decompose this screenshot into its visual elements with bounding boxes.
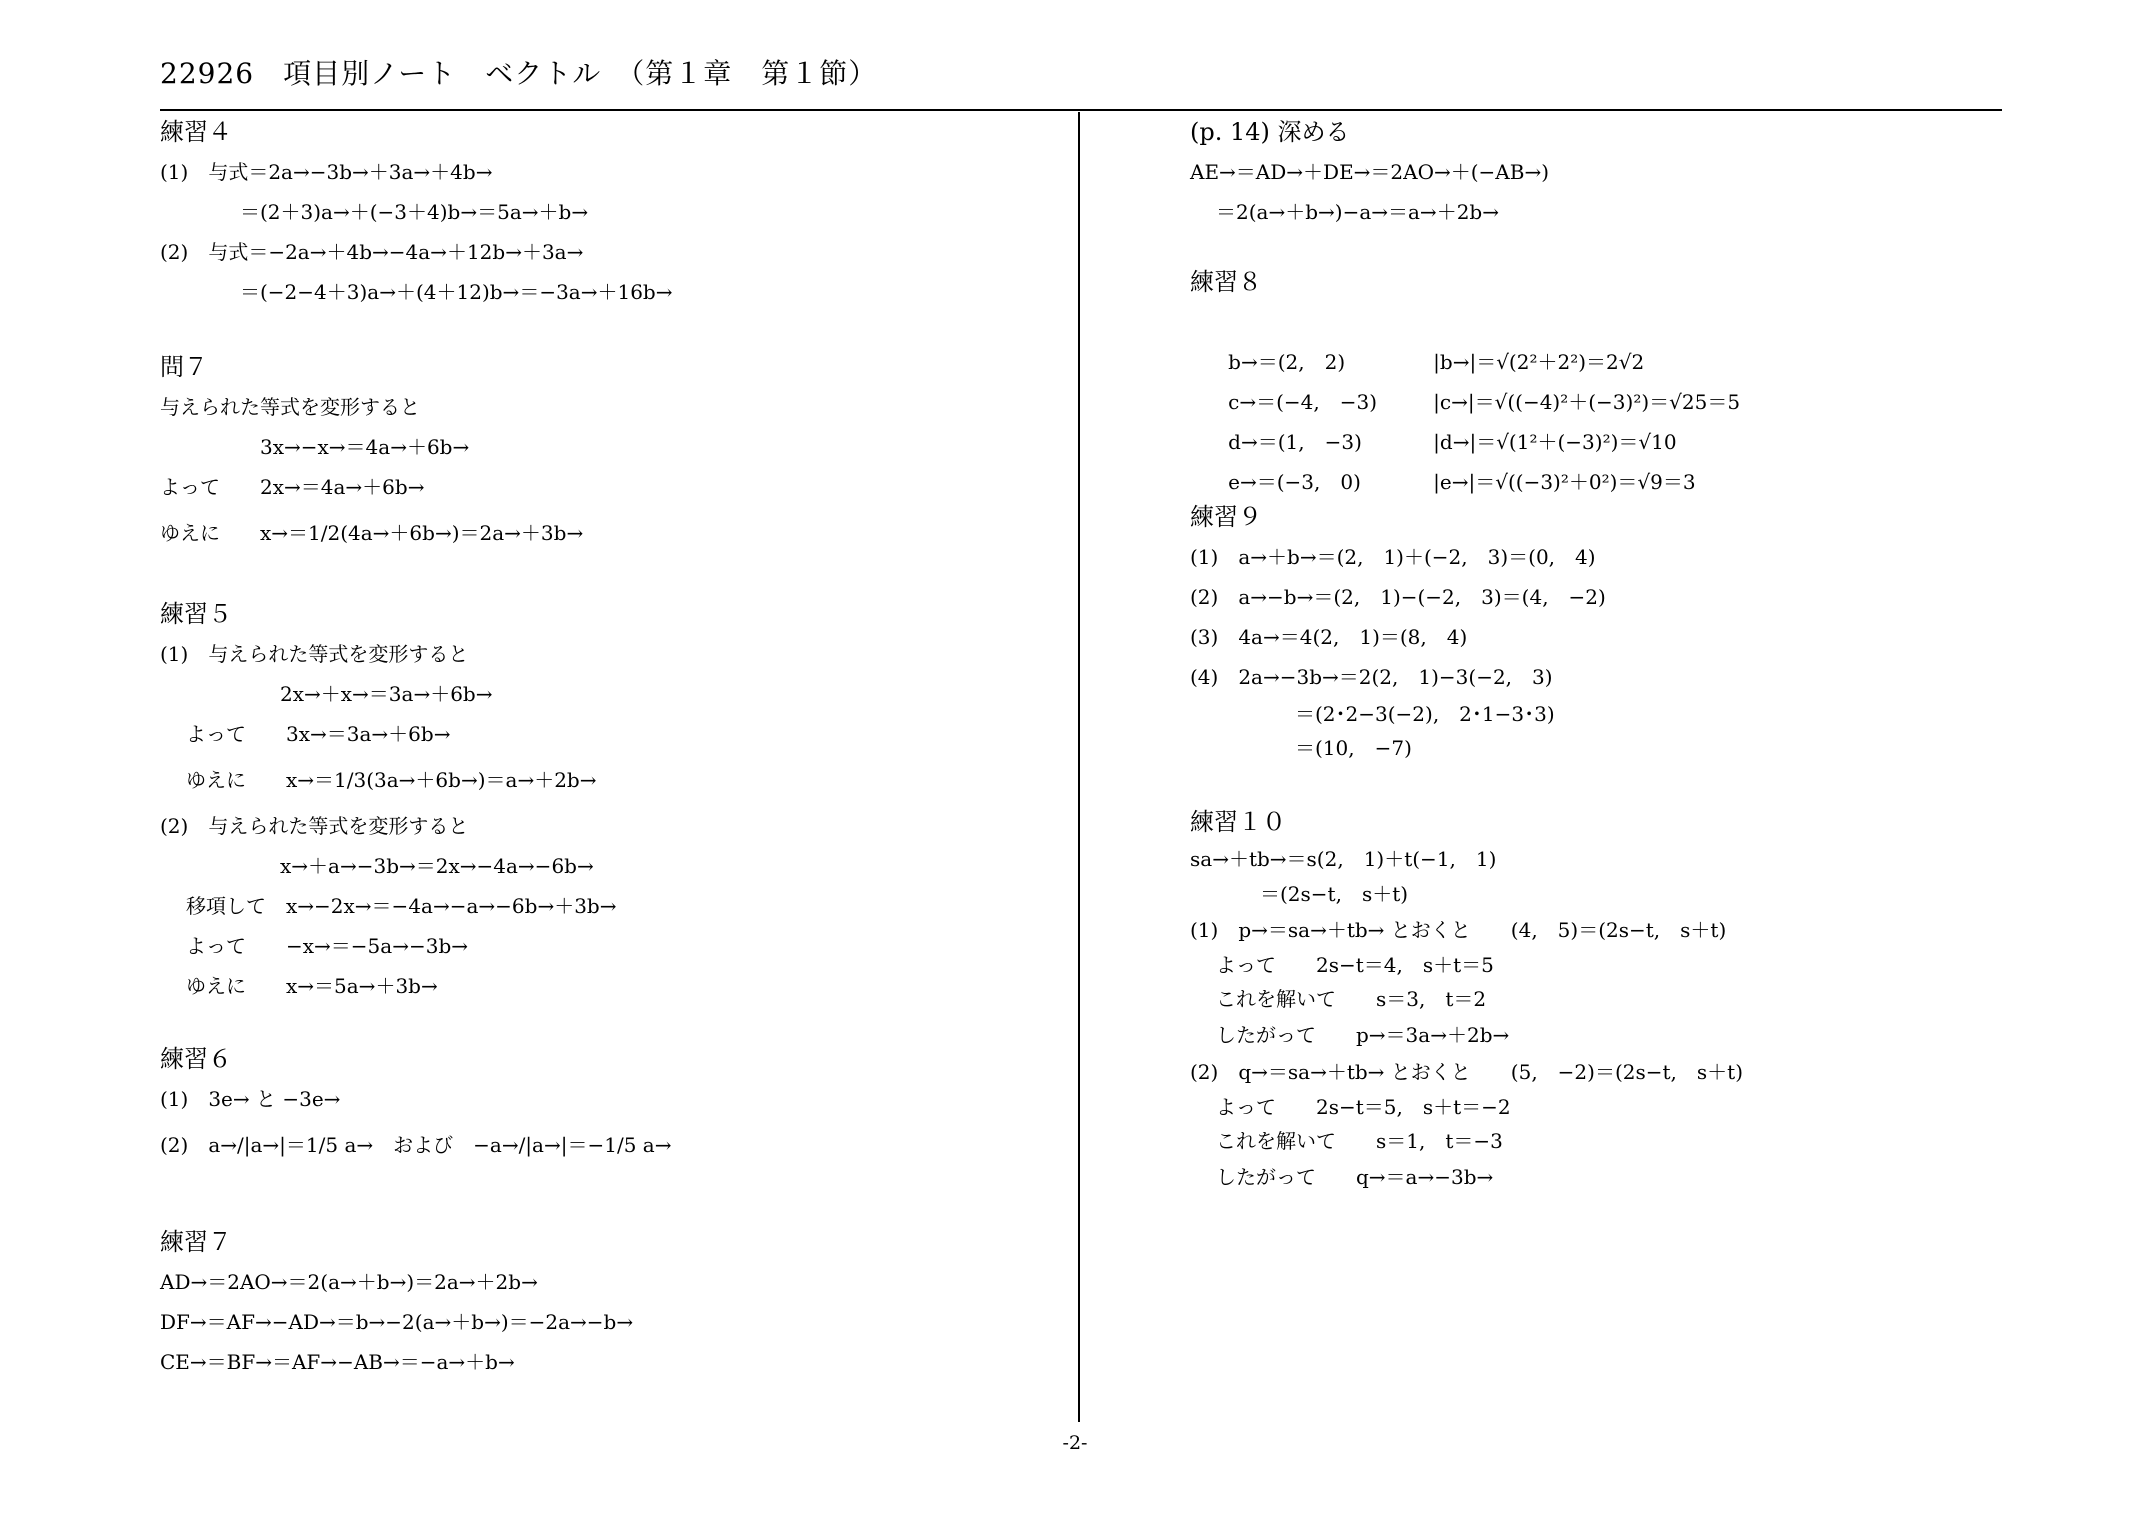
- exercise-9: [1190, 497, 1606, 765]
- section-heading: (p. 14) 深める: [1190, 118, 1350, 146]
- math-line: ＝(2＋3)a→＋(−3＋4)b→＝5a→＋b→: [240, 200, 589, 224]
- section-heading: 練習９: [1190, 503, 1262, 531]
- vector-components: b→＝(2, 2): [1228, 350, 1346, 374]
- vector-magnitude: |e→|＝√((−3)²＋0²)＝√9＝3: [1433, 470, 1696, 494]
- math-line: DF→＝AF→−AD→＝b→−2(a→＋b→)＝−2a→−b→: [160, 1310, 634, 1334]
- math-line: したがって q→＝a→−3b→: [1216, 1165, 1494, 1189]
- math-line: (1) 3e→ と −3e→: [160, 1087, 341, 1111]
- section-heading: 練習８: [1190, 268, 1262, 296]
- header-rule: [160, 109, 2002, 111]
- math-line: よって 2x→＝4a→＋6b→: [160, 475, 425, 499]
- math-line: (1) 与えられた等式を変形すると: [160, 642, 469, 666]
- vector-components: d→＝(1, −3): [1228, 430, 1362, 454]
- section-heading: 練習４: [160, 118, 232, 146]
- math-line: ＝(2･2−3(−2), 2･1−3･3): [1295, 702, 1555, 726]
- page-header: 22926 項目別ノート ベクトル （第１章 第１節）: [160, 57, 878, 90]
- vector-components: c→＝(−4, −3): [1228, 390, 1378, 414]
- math-line: (2) q→＝sa→＋tb→ とおくと (5, −2)＝(2s−t, s＋t): [1190, 1060, 1744, 1084]
- math-line: ＝2(a→＋b→)−a→＝a→＋2b→: [1216, 200, 1499, 224]
- math-line: よって −x→＝−5a→−3b→: [186, 934, 469, 958]
- math-line: (2) a→/|a→|＝1/5 a→ および −a→/|a→|＝−1/5 a→: [160, 1133, 672, 1157]
- exercise-8: [1190, 262, 1741, 494]
- vector-row: [1190, 302, 1740, 374]
- deepen-section: [1190, 112, 1549, 232]
- section-heading: 練習１０: [1190, 808, 1286, 836]
- section-heading: 練習７: [160, 1228, 232, 1256]
- section-heading: 問７: [160, 353, 208, 381]
- math-line: ＝(−2−4＋3)a→＋(4＋12)b→＝−3a→＋16b→: [240, 280, 673, 304]
- page-number: -2-: [1062, 1432, 1088, 1454]
- math-line: AD→＝2AO→＝2(a→＋b→)＝2a→＋2b→: [160, 1270, 538, 1294]
- math-line: (1) 与式＝2a→−3b→＋3a→＋4b→: [160, 160, 493, 184]
- math-line: ゆえに x→＝1/3(3a→＋6b→)＝a→＋2b→: [186, 768, 597, 792]
- exercise-6: [160, 1039, 671, 1171]
- math-line: (3) 4a→＝4(2, 1)＝(8, 4): [1190, 625, 1468, 649]
- math-line: ゆえに x→＝1/2(4a→＋6b→)＝2a→＋3b→: [160, 521, 584, 545]
- section-heading: 練習６: [160, 1045, 232, 1073]
- math-line: よって 2s−t＝5, s＋t＝−2: [1216, 1095, 1511, 1119]
- vector-magnitude: |d→|＝√(1²＋(−3)²)＝√10: [1433, 430, 1677, 454]
- exercise-4: [160, 112, 673, 312]
- vector-components: e→＝(−3, 0): [1228, 470, 1361, 494]
- math-line: sa→＋tb→＝s(2, 1)＋t(−1, 1): [1190, 847, 1497, 871]
- exercise-5: [160, 594, 617, 1006]
- math-line: これを解いて s＝3, t＝2: [1216, 987, 1487, 1011]
- math-line: (2) 与式＝−2a→＋4b→−4a→＋12b→＋3a→: [160, 240, 584, 264]
- math-line: したがって p→＝3a→＋2b→: [1216, 1023, 1510, 1047]
- math-line: (2) 与えられた等式を変形すると: [160, 814, 469, 838]
- math-line: (4) 2a→−3b→＝2(2, 1)−3(−2, 3): [1190, 665, 1553, 689]
- math-line: AE→＝AD→＋DE→＝2AO→＋(−AB→): [1190, 160, 1550, 184]
- math-line: ＝(10, −7): [1295, 736, 1412, 760]
- math-line: 2x→＋x→＝3a→＋6b→: [280, 682, 493, 706]
- math-line: よって 2s−t＝4, s＋t＝5: [1216, 953, 1494, 977]
- math-line: 3x→−x→＝4a→＋6b→: [260, 435, 470, 459]
- math-line: x→＋a→−3b→＝2x→−4a→−6b→: [280, 854, 594, 878]
- math-line: よって 3x→＝3a→＋6b→: [186, 722, 451, 746]
- vector-magnitude: |b→|＝√(2²＋2²)＝2√2: [1433, 350, 1645, 374]
- math-line: ゆえに x→＝5a→＋3b→: [186, 974, 438, 998]
- math-line: CE→＝BF→＝AF→−AB→＝−a→＋b→: [160, 1350, 515, 1374]
- question-7: [160, 347, 583, 559]
- vector-magnitude: |c→|＝√((−4)²＋(−3)²)＝√25＝5: [1433, 390, 1741, 414]
- math-line: (1) a→＋b→＝(2, 1)＋(−2, 3)＝(0, 4): [1190, 545, 1596, 569]
- math-line: 与えられた等式を変形すると: [160, 395, 420, 419]
- math-line: ＝(2s−t, s＋t): [1260, 882, 1409, 906]
- exercise-10: [1190, 802, 1743, 1196]
- math-line: 移項して x→−2x→＝−4a→−a→−6b→＋3b→: [186, 894, 617, 918]
- math-line: (2) a→−b→＝(2, 1)−(−2, 3)＝(4, −2): [1190, 585, 1606, 609]
- math-line: (1) p→＝sa→＋tb→ とおくと (4, 5)＝(2s−t, s＋t): [1190, 918, 1727, 942]
- section-heading: 練習５: [160, 600, 232, 628]
- exercise-7: [160, 1222, 633, 1382]
- column-divider: [1078, 112, 1080, 1422]
- math-line: これを解いて s＝1, t＝−3: [1216, 1129, 1503, 1153]
